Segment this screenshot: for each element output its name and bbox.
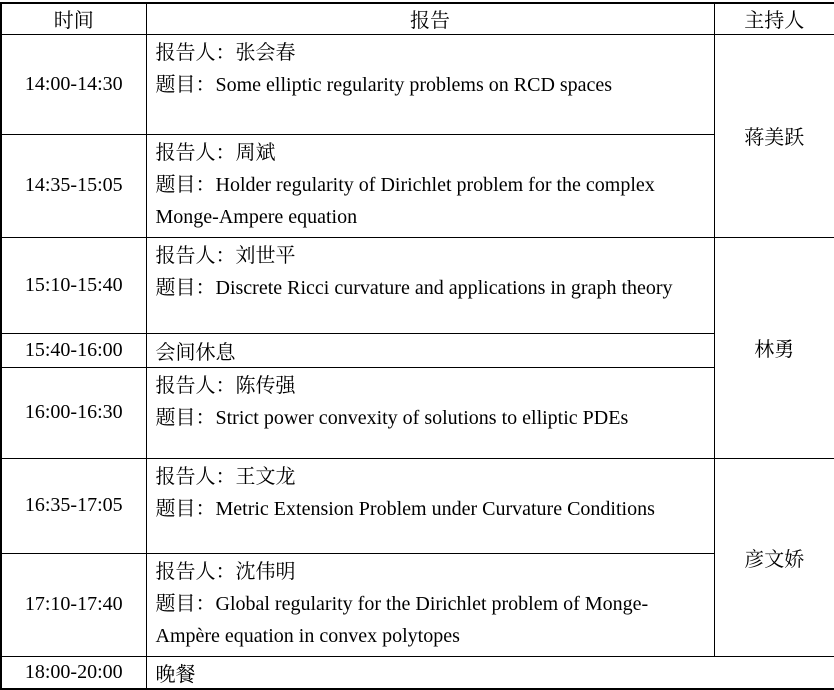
host-cell: 蒋美跃 [714, 34, 834, 237]
title-text: Global regularity for the Dirichlet problem of Monge-Ampère equation in convex polytopes [155, 592, 649, 647]
time-cell: 16:00-16:30 [1, 367, 146, 458]
speaker-line [156, 37, 702, 69]
speaker-label: 报告人： [155, 141, 236, 164]
title-line [156, 493, 702, 525]
break-cell: 会间休息 [146, 333, 714, 367]
table-row [1, 656, 834, 689]
title-label: 题目： [155, 497, 216, 520]
title-line [156, 69, 702, 101]
table-row [1, 367, 834, 458]
title-text: Metric Extension Problem under Curvature Conditions [215, 497, 655, 520]
time-cell: 14:35-15:05 [1, 134, 146, 237]
time-cell: 17:10-17:40 [1, 553, 146, 656]
header-talk: 报告 [146, 3, 714, 34]
speaker-name: 周斌 [235, 141, 276, 164]
title-label: 题目： [155, 73, 216, 96]
time-cell: 18:00-20:00 [1, 656, 146, 689]
header-time: 时间 [1, 3, 146, 34]
talk-cell [146, 34, 714, 134]
title-label: 题目： [155, 406, 216, 429]
table-row [1, 458, 834, 553]
table-row [1, 333, 834, 367]
speaker-name: 沈伟明 [235, 560, 296, 583]
speaker-line [156, 461, 702, 493]
title-line [156, 272, 702, 304]
speaker-label: 报告人： [155, 465, 236, 488]
talk-cell [146, 367, 714, 458]
time-cell: 15:10-15:40 [1, 237, 146, 333]
speaker-label: 报告人： [155, 560, 236, 583]
speaker-name: 刘世平 [235, 244, 296, 267]
title-line [156, 169, 702, 233]
title-line [156, 588, 702, 652]
title-text: Holder regularity of Dirichlet problem for the complex Monge-Ampere equation [155, 173, 655, 228]
dinner-cell: 晚餐 [146, 656, 834, 689]
host-cell: 林勇 [714, 237, 834, 458]
table-row [1, 34, 834, 134]
time-cell: 14:00-14:30 [1, 34, 146, 134]
title-label: 题目： [155, 173, 216, 196]
speaker-label: 报告人： [155, 374, 236, 397]
time-cell: 16:35-17:05 [1, 458, 146, 553]
speaker-line [156, 240, 702, 272]
schedule-table [0, 2, 834, 690]
speaker-line [156, 137, 702, 169]
talk-cell [146, 458, 714, 553]
speaker-line [156, 370, 702, 402]
table-row [1, 237, 834, 333]
table-row [1, 134, 834, 237]
title-text: Strict power convexity of solutions to elliptic PDEs [215, 406, 629, 429]
title-text: Some elliptic regularity problems on RCD spaces [215, 73, 613, 96]
header-host: 主持人 [714, 3, 834, 34]
host-cell: 彦文娇 [714, 458, 834, 656]
speaker-name: 王文龙 [235, 465, 296, 488]
header-row [1, 3, 834, 34]
title-line [156, 402, 702, 434]
title-label: 题目： [155, 276, 216, 299]
title-label: 题目： [155, 592, 216, 615]
talk-cell [146, 237, 714, 333]
speaker-name: 陈传强 [235, 374, 296, 397]
speaker-line [156, 556, 702, 588]
talk-cell [146, 553, 714, 656]
speaker-label: 报告人： [155, 244, 236, 267]
table-row [1, 553, 834, 656]
talk-cell [146, 134, 714, 237]
title-text: Discrete Ricci curvature and applications in graph theory [215, 276, 673, 299]
time-cell: 15:40-16:00 [1, 333, 146, 367]
speaker-label: 报告人： [155, 41, 236, 64]
speaker-name: 张会春 [235, 41, 296, 64]
